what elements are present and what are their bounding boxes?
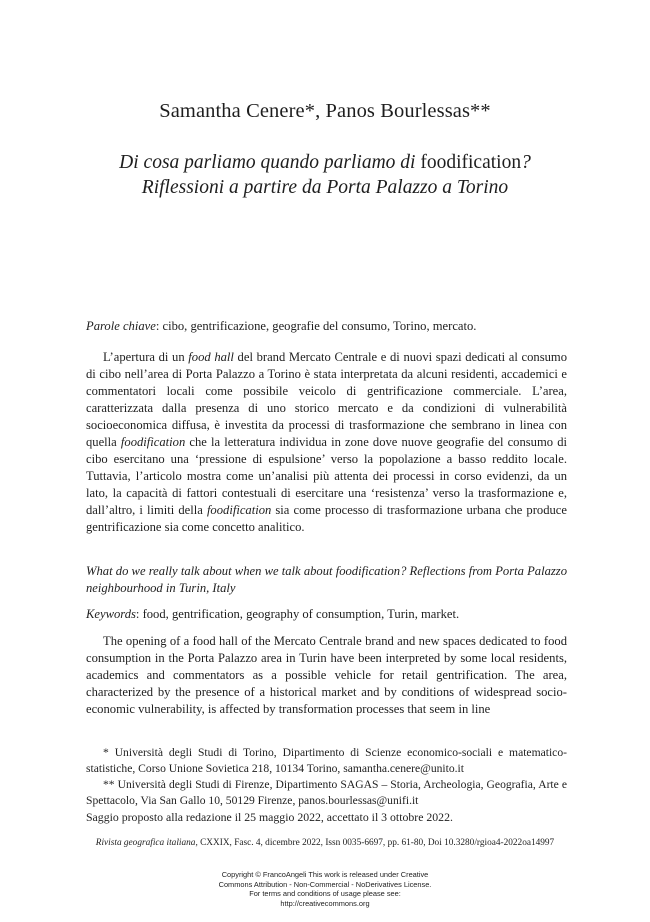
italic-term: foodification xyxy=(120,435,186,449)
journal-name: Rivista geografica italiana xyxy=(95,838,196,848)
abstract-text-run: L’apertura di un xyxy=(103,350,189,364)
copyright-line-3: For terms and conditions of usage please see: xyxy=(249,889,401,899)
journal-details: , CXXIX, Fasc. 4, dicembre 2022, Issn 0035-6697, pp. 61-80, Doi 10.3280/rgioa4-2022oa14997 xyxy=(195,838,555,848)
copyright-line-1: Copyright © FrancoAngeli This work is released under Creative xyxy=(221,870,429,879)
keywords-label-english: Keywords xyxy=(86,607,136,621)
abstract-text-run: sia come processo di trasformazione urbana che produce gentrificazione sia come concetto analitico. xyxy=(86,503,567,534)
italic-term: foodification xyxy=(206,503,272,517)
keywords-english xyxy=(86,606,567,623)
italic-term: food hall xyxy=(188,350,234,364)
abstract-text-run: del brand Mercato Centrale e di nuovi spazi dedicati al consumo di cibo nell’area di Porta Palazzo a Torino è stata interpretata da alcuni residenti, accademici e commentatori locali come possibile veicolo di gentrificazione commerciale. L’area, caratterizzata dalla presenza di uno storico mercato e da condizioni di vulnerabilità socioeconomica diffusa, è investita da processi di trasformazione che sembrano in linea con quella xyxy=(86,350,567,449)
authors: Samantha Cenere*, Panos Bourlessas** xyxy=(159,100,491,122)
article-title-english: What do we really talk about when we talk about foodification? Reflections from Porta Palazzo neighbourhood in Turin, Italy xyxy=(86,564,567,595)
submission-dates: Saggio proposto alla redazione il 25 maggio 2022, accettato il 3 ottobre 2022. xyxy=(86,810,453,824)
footnote-1 xyxy=(86,745,567,777)
title-line-1 xyxy=(60,150,590,175)
keywords-text-italian: : cibo, gentrificazione, geografie del consumo, Torino, mercato. xyxy=(155,319,477,333)
abstract-text-run: che la letteratura individua in zone dove nuove geografie del consumo di cibo esercitano una ‘pressione di espulsione’ verso la popolazione a basso reddito locale. Tuttavia, l’articolo mostra come un’analisi più attenta dei processi in corso evidenzi, da un lato, la capacità di fattori contestuali di esercitare una ‘resistenza’ verso la trasformazione e, dall’altro, i limiti della xyxy=(86,435,567,517)
copyright-line-2: Commons Attribution - Non-Commercial - NoDerivatives License. xyxy=(218,879,432,889)
copyright-notice xyxy=(0,870,650,908)
footnote-1-text: * Università degli Studi di Torino, Dipartimento di Scienze economico-sociali e matematico-statistiche, Corso Unione Sovietica 218, 10134 Torino, samantha.cenere@unito.it xyxy=(86,746,567,775)
title-term-foodification: foodification xyxy=(420,152,522,173)
keywords-text-english: : food, gentrification, geography of consumption, Turin, market. xyxy=(135,607,460,621)
footnote-2 xyxy=(86,777,567,809)
abstract-english xyxy=(86,633,567,718)
title-line-1-part-a: Di cosa parliamo quando parliamo di xyxy=(119,152,421,173)
copyright-link[interactable]: http://creativecommons.org xyxy=(280,898,370,908)
abstract-italian-paragraph xyxy=(86,349,567,536)
keywords-label-italian: Parole chiave xyxy=(86,319,156,333)
title-question-mark: ? xyxy=(521,152,531,173)
footnote-2-text: ** Università degli Studi di Firenze, Dipartimento SAGAS – Storia, Archeologia, Geografia, Arte e Spettacolo, Via San Gallo 10, 50129 Firenze, panos.bourlessas@unifi.it xyxy=(86,778,567,807)
abstract-english-paragraph: The opening of a food hall of the Mercato Centrale brand and new spaces dedicated to food consumption in the Porta Palazzo area in Turin have been interpreted by some local residents, academics and commentators as a possible vehicle for retail gentrification. The area, characterized by the presence of a historical market and by conditions of widespread socio-economic vulnerability, is affected by transformation processes that seem in line xyxy=(86,634,567,716)
journal-citation xyxy=(0,838,650,848)
title-line-2: Riflessioni a partire da Porta Palazzo a Torino xyxy=(141,177,509,198)
abstract-italian xyxy=(86,349,567,536)
article-title-italian xyxy=(60,150,590,200)
keywords-italian xyxy=(86,318,567,335)
